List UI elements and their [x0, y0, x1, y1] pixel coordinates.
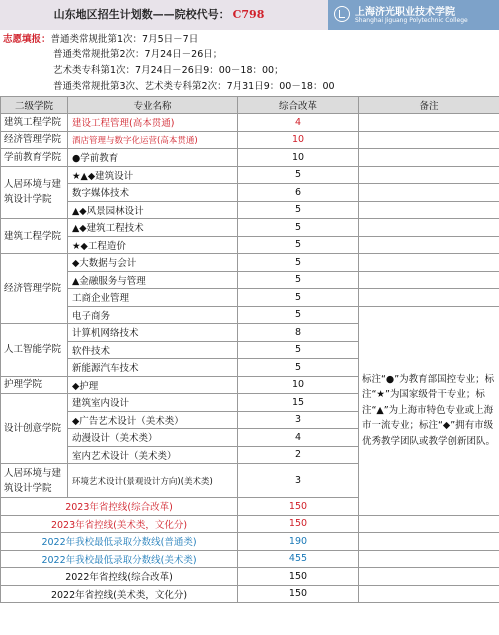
- dept-cell: 建筑工程学院: [1, 219, 68, 254]
- major-cell: ●学前教育: [68, 149, 238, 167]
- school-name-en: Shanghai Jiguang Polytechnic College: [355, 17, 468, 24]
- quota-cell: 5: [238, 289, 359, 307]
- table-row: [1, 184, 499, 202]
- table-row: [1, 114, 499, 132]
- summary-row: [1, 585, 499, 603]
- major-cell: 新能源汽车技术: [68, 359, 238, 377]
- dept-cell: 建筑工程学院: [1, 114, 68, 132]
- note-cell: [359, 131, 499, 149]
- note-cell: [359, 254, 499, 272]
- quota-cell: 8: [238, 324, 359, 342]
- schedule-lead: 志愿填报：: [3, 34, 51, 45]
- col-header-major: 专业名称: [68, 97, 238, 114]
- note-cell: [359, 219, 499, 237]
- application-schedule: [0, 30, 499, 96]
- note-cell: [359, 184, 499, 202]
- summary-value: 150: [238, 585, 359, 603]
- col-header-note: 备注: [359, 97, 499, 114]
- major-cell: 数字媒体技术: [68, 184, 238, 202]
- major-cell: 建设工程管理(高本贯通): [68, 114, 238, 132]
- schedule-line-4: 普通类常规批第3次、艺术类专科第2次：7月31日9：00－18：00: [53, 81, 335, 92]
- major-cell: ★◆工程造价: [68, 236, 238, 254]
- dept-cell: 人居环境与建筑设计学院: [1, 464, 68, 498]
- summary-row: [1, 568, 499, 586]
- dept-cell: 经济管理学院: [1, 254, 68, 324]
- dept-cell: 人工智能学院: [1, 324, 68, 377]
- quota-cell: 10: [238, 131, 359, 149]
- summary-value: 190: [238, 533, 359, 551]
- quota-cell: 5: [238, 306, 359, 324]
- schedule-line-3: 艺术类专科第1次：7月24日－26日9：00－18：00；: [53, 65, 284, 76]
- summary-value: 150: [238, 568, 359, 586]
- major-cell: 工商企业管理: [68, 289, 238, 307]
- summary-label: 2023年省控线(综合改革): [1, 498, 238, 516]
- quota-cell: 5: [238, 236, 359, 254]
- summary-value: 455: [238, 550, 359, 568]
- note-cell: [359, 166, 499, 184]
- school-code: C798: [232, 8, 265, 21]
- quota-cell: 5: [238, 341, 359, 359]
- table-row: [1, 201, 499, 219]
- major-cell: 酒店管理与数字化运营(高本贯通): [68, 131, 238, 149]
- table-row: [1, 236, 499, 254]
- major-cell: ◆广告艺术设计（美术类）: [68, 411, 238, 429]
- dept-cell: 学前教育学院: [1, 149, 68, 167]
- major-cell: ◆护理: [68, 376, 238, 394]
- quota-cell: 4: [238, 429, 359, 447]
- major-cell: 室内艺术设计（美术类）: [68, 446, 238, 464]
- major-cell: ★▲◆建筑设计: [68, 166, 238, 184]
- summary-label: 2023年省控线(美术类，文化分): [1, 515, 238, 533]
- enrollment-plan-table: [0, 96, 499, 603]
- quota-cell: 15: [238, 394, 359, 412]
- legend-note: 标注“●”为教育部国控专业；标注“★”为国家级骨干专业；标注“▲”为上海市特色专业或上海市一流专业；标注“◆”拥有市级优秀教学团队或教学创新团队。: [359, 306, 499, 515]
- summary-label: 2022年省控线(综合改革): [1, 568, 238, 586]
- summary-row: [1, 533, 499, 551]
- note-cell: [359, 114, 499, 132]
- table-row: [1, 219, 499, 237]
- table-row: [1, 289, 499, 307]
- major-cell: 电子商务: [68, 306, 238, 324]
- note-cell: [359, 585, 499, 603]
- summary-value: 150: [238, 515, 359, 533]
- major-cell: 建筑室内设计: [68, 394, 238, 412]
- table-row: [1, 166, 499, 184]
- quota-cell: 5: [238, 166, 359, 184]
- note-cell: [359, 289, 499, 307]
- major-cell: ◆大数据与会计: [68, 254, 238, 272]
- major-cell: ▲◆风景园林设计: [68, 201, 238, 219]
- dept-cell: 设计创意学院: [1, 394, 68, 464]
- schedule-line-1: 普通类常规批第1次：7月5日－7日: [50, 34, 199, 45]
- col-header-dept: 二级学院: [1, 97, 68, 114]
- summary-label: 2022年我校最低录取分数线(美术类): [1, 550, 238, 568]
- note-cell: [359, 568, 499, 586]
- note-cell: [359, 515, 499, 533]
- quota-cell: 10: [238, 149, 359, 167]
- summary-row: [1, 550, 499, 568]
- school-logo: [328, 0, 499, 30]
- quota-cell: 5: [238, 201, 359, 219]
- table-header-row: [1, 97, 499, 114]
- note-cell: [359, 271, 499, 289]
- major-cell: 软件技术: [68, 341, 238, 359]
- quota-cell: 5: [238, 271, 359, 289]
- note-cell: [359, 149, 499, 167]
- schedule-line-2: 普通类常规批第2次：7月24日－26日；: [53, 49, 223, 60]
- summary-label: 2022年我校最低录取分数线(普通类): [1, 533, 238, 551]
- major-cell: 环境艺术设计(景观设计方向)(美术类): [68, 464, 238, 498]
- quota-cell: 10: [238, 376, 359, 394]
- quota-cell: 6: [238, 184, 359, 202]
- summary-row: [1, 515, 499, 533]
- school-emblem-icon: [334, 6, 350, 22]
- quota-cell: 5: [238, 219, 359, 237]
- dept-cell: 人居环境与建筑设计学院: [1, 166, 68, 219]
- summary-label: 2022年省控线(美术类，文化分): [1, 585, 238, 603]
- note-cell: [359, 201, 499, 219]
- quota-cell: 2: [238, 446, 359, 464]
- table-row: [1, 254, 499, 272]
- col-header-quota: 综合改革: [238, 97, 359, 114]
- dept-cell: 护理学院: [1, 376, 68, 394]
- major-cell: 计算机网络技术: [68, 324, 238, 342]
- title-text: 山东地区招生计划数——院校代号：: [53, 8, 230, 21]
- table-row: [1, 131, 499, 149]
- major-cell: 动漫设计（美术类）: [68, 429, 238, 447]
- table-row: [1, 271, 499, 289]
- page-title: [0, 0, 318, 30]
- dept-cell: 经济管理学院: [1, 131, 68, 149]
- quota-cell: 5: [238, 359, 359, 377]
- table-row: [1, 149, 499, 167]
- note-cell: [359, 533, 499, 551]
- header-bar: [0, 0, 499, 30]
- quota-cell: 3: [238, 411, 359, 429]
- table-row: [1, 306, 499, 324]
- school-name-cn: 上海济光职业技术学院: [355, 7, 455, 18]
- note-cell: [359, 236, 499, 254]
- summary-value: 150: [238, 498, 359, 516]
- quota-cell: 4: [238, 114, 359, 132]
- major-cell: ▲金融服务与管理: [68, 271, 238, 289]
- major-cell: ▲◆建筑工程技术: [68, 219, 238, 237]
- quota-cell: 3: [238, 464, 359, 498]
- quota-cell: 5: [238, 254, 359, 272]
- note-cell: [359, 550, 499, 568]
